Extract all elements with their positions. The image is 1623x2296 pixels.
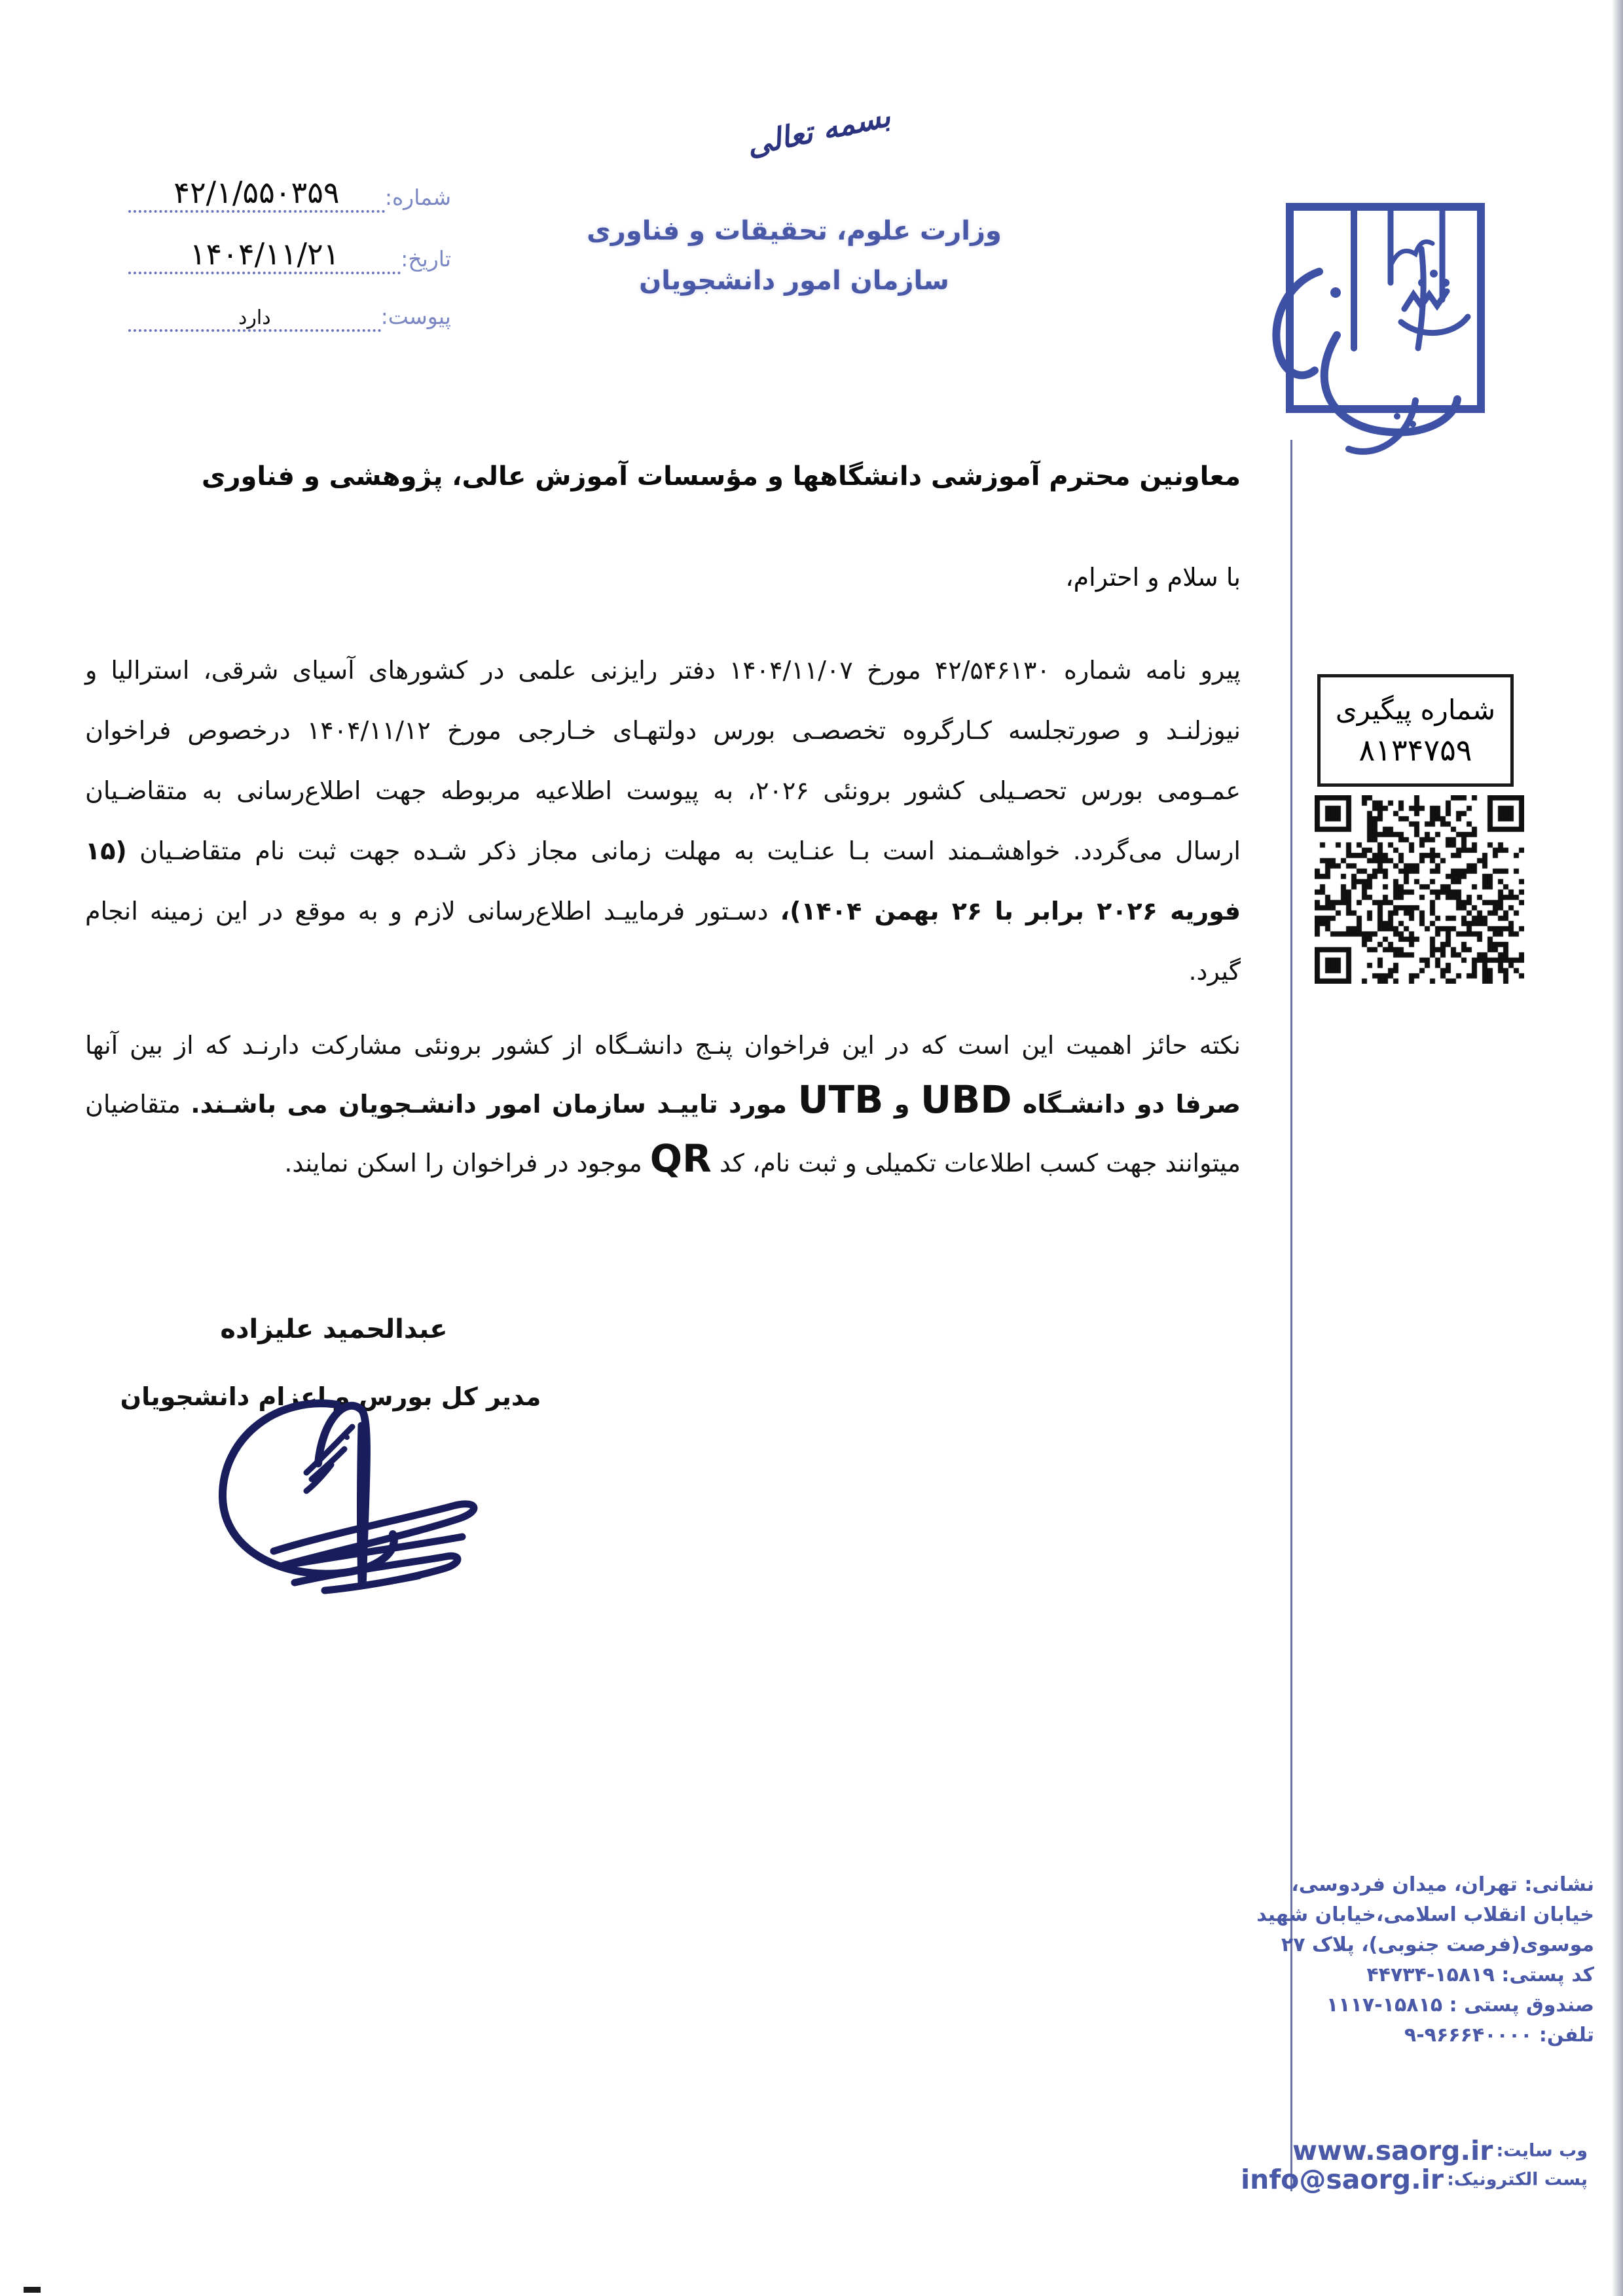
letter-number-field xyxy=(124,175,455,213)
letter-date-value: ۱۴۰۴/۱۱/۲۱ xyxy=(189,236,340,272)
body-line: پیرو نامه شماره ۴۲/۵۴۶۱۳۰ مورخ ۱۴۰۴/۱۱/۰۷ دفتر رایزنی علمی در کشورهای آسیای شرقی، استرالیا و xyxy=(85,656,1241,685)
organization-logo-icon xyxy=(1257,183,1499,471)
addressee-line: معاونین محترم آموزشی دانشگاهها و مؤسسات آموزش عالی، پژوهشی و فناوری xyxy=(201,461,1241,492)
body-line: صرفا دو دانشـگاه UBD و UTB مورد تاییـد سازمان امور دانشـجویان می باشـند. متقاضیان xyxy=(85,1077,1241,1122)
letter-number-value: ۴۲/۱/۵۵۰۳۵۹ xyxy=(173,175,340,210)
letter-attachment-value: دارد xyxy=(238,306,271,329)
address-line: موسوی(فرصت جنوبی)، پلاک ۲۷ xyxy=(1281,1933,1594,1956)
address-line: خیابان انقلاب اسلامی،خیابان شهید xyxy=(1256,1903,1594,1926)
letter-attachment-label: پیوست: xyxy=(380,304,451,329)
address-line: کد پستی: ۱۵۸۱۹-۴۴۷۳۴ xyxy=(1366,1964,1594,1986)
handwritten-signature xyxy=(196,1386,511,1602)
ministry-name: وزارت علوم، تحقیقات و فناوری xyxy=(587,216,1002,246)
dotted-line xyxy=(128,307,381,332)
salutation-line: با سلام و احترام، xyxy=(1065,563,1241,592)
scan-edge-shadow xyxy=(1612,0,1623,2296)
body-line: گیرد. xyxy=(1188,957,1241,986)
body-line: میتوانند جهت کسب اطلاعات تکمیلی و ثبت نام، کد QR موجود در فراخوان را اسکن نمایند. xyxy=(284,1136,1241,1181)
dotted-line xyxy=(128,175,385,213)
body-line: ارسال می‌گردد. خواهشـمند است بـا عنـایت به مهلت زمانی مجاز ذکر شـده جهت ثبت نام متقاضـیان (۱۵ xyxy=(85,836,1241,865)
tracking-number-value: ۸۱۳۴۷۵۹ xyxy=(1359,732,1472,768)
body-line: فوریه ۲۰۲۶ برابر با ۲۶ بهمن ۱۴۰۴)، دسـتور فرماییـد اطلاع‌رسانی لازم و به موقع در این زمینه انجام xyxy=(85,897,1241,925)
signatory-title: مدیر کل بورس و اعزام دانشجویان xyxy=(120,1382,541,1411)
body-line: عمـومی بورس تحصـیلی کشور برونئی ۲۰۲۶، به پیوست اطلاعیه مربوطه جهت اطلاع‌رسانی به متقاضـیان xyxy=(85,776,1241,805)
tracking-number-box xyxy=(1317,674,1514,787)
email-address: info@saorg.ir xyxy=(1241,2164,1444,2195)
body-line: نکته حائز اهمیت این است که در این فراخوان پنـج دانشـگاه از کشور برونئی مشارکت دارنـد که از بین آنها xyxy=(85,1031,1241,1060)
address-line: صندوق پستی : ۱۵۸۱۵-۱۱۱۷ xyxy=(1326,1994,1594,2017)
email-label: پست الکترونیک: xyxy=(1447,2169,1588,2190)
email-row xyxy=(1241,2164,1588,2195)
signatory-name: عبدالحمید علیزاده xyxy=(220,1314,448,1344)
tracking-number-label: شماره پیگیری xyxy=(1335,693,1496,726)
letter-date-field xyxy=(124,237,455,274)
body-line: نیوزلنـد و صورتجلسه کـارگروه تخصصـی بورس دولتهـای خـارجی مورخ ۱۴۰۴/۱۱/۱۲ درخصوص فراخوان xyxy=(85,716,1241,745)
address-line: تلفن: ۹۶۶۶۴۰۰۰۰-۹ xyxy=(1404,2024,1594,2047)
letter-attachment-field xyxy=(124,304,455,332)
letter-date-label: تاریخ: xyxy=(401,245,451,272)
besmele-calligraphy: بسمه تعالی xyxy=(743,98,894,163)
organization-name: سازمان امور دانشجویان xyxy=(639,266,949,296)
body-paragraph-1 xyxy=(85,640,1241,1001)
qr-code xyxy=(1315,795,1524,984)
address-line: نشانی: تهران، میدان فردوسی، xyxy=(1291,1873,1594,1896)
letter-number-label: شماره: xyxy=(384,184,451,210)
dotted-line xyxy=(128,237,401,274)
scan-corner-mark xyxy=(24,2287,41,2293)
website-label: وب سایت: xyxy=(1496,2140,1588,2161)
body-paragraph-2 xyxy=(85,1016,1241,1193)
address-block xyxy=(1256,1870,1594,2051)
website-url: www.saorg.ir xyxy=(1292,2135,1493,2166)
website-row xyxy=(1292,2135,1588,2166)
